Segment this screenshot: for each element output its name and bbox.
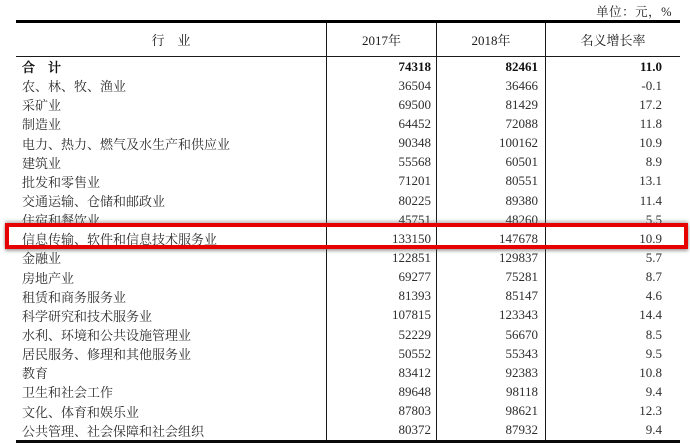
- table-row: [16, 248, 680, 267]
- table-row: [16, 172, 680, 191]
- table-row: [16, 382, 680, 401]
- row-growth-value: 13.1: [639, 173, 662, 189]
- row-industry-label: 采矿业: [16, 95, 327, 114]
- row-industry-label: 公共管理、社会保障和社会组织: [16, 421, 327, 440]
- row-2017-value: 122851: [327, 248, 437, 267]
- row-2018-value: 72088: [437, 114, 546, 133]
- col-header-growth-rate: 名义增长率: [580, 33, 646, 48]
- row-industry-label: 金融业: [16, 248, 327, 267]
- row-industry-label: 信息传输、软件和信息技术服务业: [16, 229, 327, 248]
- row-growth-value: 10.9: [639, 135, 662, 151]
- row-growth-value: 9.4: [645, 383, 662, 399]
- row-growth-value: 10.9: [639, 230, 662, 246]
- row-industry-label: 科学研究和技术服务业: [16, 306, 327, 325]
- row-industry-label: 租赁和商务服务业: [16, 287, 327, 306]
- row-growth-value: 10.8: [639, 364, 662, 380]
- table-row: [16, 153, 680, 172]
- row-industry-label: 批发和零售业: [16, 172, 327, 191]
- table-row: [16, 57, 680, 76]
- row-growth-value: -0.1: [641, 77, 662, 93]
- row-growth-value: 8.5: [645, 326, 662, 342]
- table-row: [16, 191, 680, 210]
- row-2017-value: 133150: [327, 229, 437, 248]
- row-2017-value: 89648: [327, 382, 437, 401]
- row-growth-value: 11.4: [639, 192, 662, 208]
- row-industry-label: 住宿和餐饮业: [16, 210, 327, 229]
- row-industry-label: 交通运输、仓储和邮政业: [16, 191, 327, 210]
- row-2018-value: 81429: [437, 95, 546, 114]
- table-body: [16, 57, 680, 440]
- row-industry-label: 制造业: [16, 114, 327, 133]
- row-2017-value: 55568: [327, 153, 437, 172]
- row-2018-value: 123343: [437, 306, 546, 325]
- row-2017-value: 69500: [327, 95, 437, 114]
- table-row: [16, 76, 680, 95]
- table-row: [16, 95, 680, 114]
- unit-note: 单位：元，%: [596, 5, 672, 19]
- col-header-2017: 2017年: [327, 23, 437, 56]
- row-2017-value: 69277: [327, 268, 437, 287]
- row-2018-value: 147678: [437, 229, 546, 248]
- table-row: [16, 306, 680, 325]
- table-row: [16, 325, 680, 344]
- row-growth-value: 8.9: [645, 154, 662, 170]
- row-2018-value: 87932: [437, 421, 546, 440]
- row-2018-value: 92383: [437, 363, 546, 382]
- row-industry-label: 居民服务、修理和其他服务业: [16, 344, 327, 363]
- col-header-2018: 2018年: [437, 23, 546, 56]
- row-2018-value: 48260: [437, 210, 546, 229]
- row-2017-value: 107815: [327, 306, 437, 325]
- wage-table: [16, 20, 680, 443]
- row-2017-value: 81393: [327, 287, 437, 306]
- row-2017-value: 45751: [327, 210, 437, 229]
- row-growth-value: 9.4: [645, 422, 662, 438]
- row-2017-value: 80372: [327, 421, 437, 440]
- row-industry-label: 教育: [16, 363, 327, 382]
- row-growth-value: 4.6: [645, 288, 662, 304]
- row-2018-value: 98621: [437, 402, 546, 421]
- row-growth-value: 9.5: [645, 345, 662, 361]
- row-industry-label: 农、林、牧、渔业: [16, 76, 327, 95]
- table-row: [16, 134, 680, 153]
- table-row: [16, 363, 680, 382]
- row-2018-value: 55343: [437, 344, 546, 363]
- row-industry-label: 合 计: [16, 57, 327, 76]
- row-industry-label: 电力、热力、燃气及水生产和供应业: [16, 134, 327, 153]
- row-growth-value: 11.8: [639, 115, 662, 131]
- row-industry-label: 建筑业: [16, 153, 327, 172]
- row-2017-value: 36504: [327, 76, 437, 95]
- row-2018-value: 80551: [437, 172, 546, 191]
- row-2017-value: 71201: [327, 172, 437, 191]
- table-row: [16, 402, 680, 421]
- table-row: [16, 210, 680, 229]
- table-row: [16, 287, 680, 306]
- row-industry-label: 水利、环境和公共设施管理业: [16, 325, 327, 344]
- row-2017-value: 64452: [327, 114, 437, 133]
- row-growth-value: 11.0: [639, 58, 662, 74]
- row-growth-value: 8.7: [645, 269, 662, 285]
- row-2017-value: 74318: [327, 57, 437, 76]
- row-2018-value: 36466: [437, 76, 546, 95]
- row-2018-value: 56670: [437, 325, 546, 344]
- row-2018-value: 82461: [437, 57, 546, 76]
- row-2018-value: 129837: [437, 248, 546, 267]
- row-industry-label: 房地产业: [16, 268, 327, 287]
- table-row: [16, 268, 680, 287]
- row-2018-value: 89380: [437, 191, 546, 210]
- col-header-industry: 行 业: [16, 23, 327, 56]
- row-growth-value: 17.2: [639, 96, 662, 112]
- table-row: [16, 421, 680, 440]
- row-2017-value: 52229: [327, 325, 437, 344]
- row-2017-value: 90348: [327, 134, 437, 153]
- table-row: [16, 229, 680, 248]
- row-2017-value: 50552: [327, 344, 437, 363]
- row-2017-value: 87803: [327, 402, 437, 421]
- row-industry-label: 文化、体育和娱乐业: [16, 402, 327, 421]
- row-growth-value: 14.4: [639, 307, 662, 323]
- table-row: [16, 344, 680, 363]
- row-growth-value: 12.3: [639, 403, 662, 419]
- row-2017-value: 83412: [327, 363, 437, 382]
- row-2018-value: 75281: [437, 268, 546, 287]
- row-growth-value: 5.5: [645, 211, 662, 227]
- row-2018-value: 85147: [437, 287, 546, 306]
- row-2017-value: 80225: [327, 191, 437, 210]
- row-growth-value: 5.7: [645, 249, 662, 265]
- row-2018-value: 98118: [437, 382, 546, 401]
- table-row: [16, 114, 680, 133]
- row-2018-value: 100162: [437, 134, 546, 153]
- table-header-row: [16, 23, 680, 57]
- row-2018-value: 60501: [437, 153, 546, 172]
- row-industry-label: 卫生和社会工作: [16, 382, 327, 401]
